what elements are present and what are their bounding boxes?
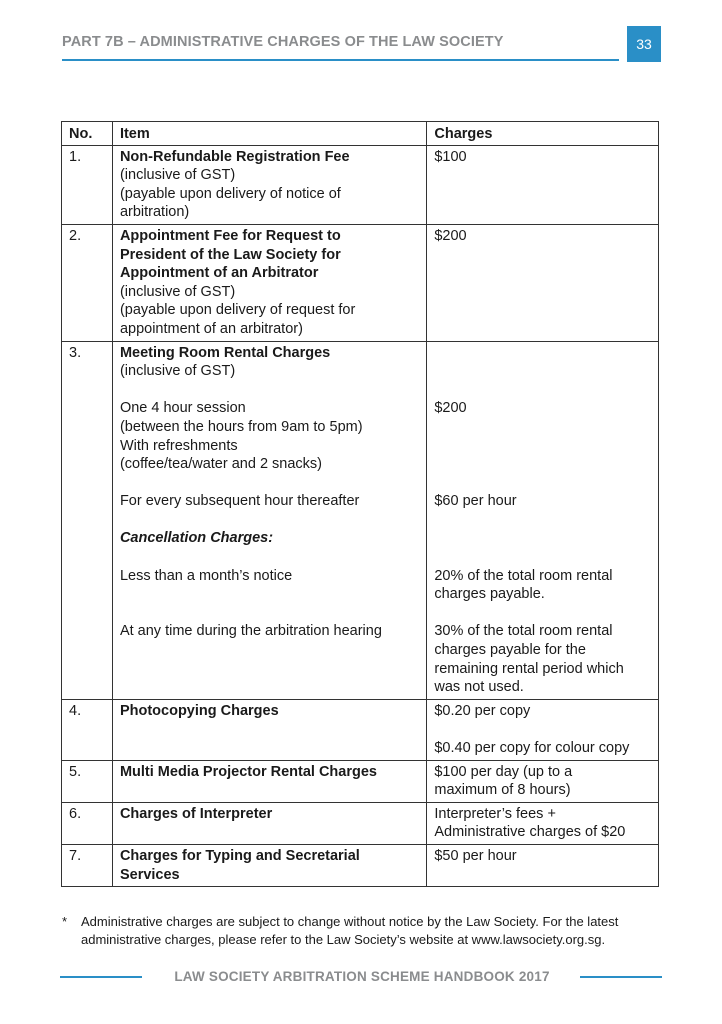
item-title: Charges for Typing and Secretarial	[119, 847, 360, 864]
session-detail: (coffee/tea/water and 2 snacks)	[119, 456, 322, 473]
charge-cell: $50 per hour	[427, 844, 659, 886]
item-cell	[112, 699, 426, 760]
footer-divider-left	[60, 976, 142, 978]
charge-cell	[427, 341, 659, 699]
item-title: Appointment of an Arbitrator	[119, 265, 319, 282]
row-number: 1.	[62, 145, 113, 224]
page-number-badge: 33	[627, 26, 661, 62]
item-cell	[112, 844, 426, 886]
item-title: Non-Refundable Registration Fee	[119, 148, 350, 165]
table-row	[62, 224, 659, 341]
item-cell	[112, 341, 426, 699]
item-cell	[112, 760, 426, 802]
footnote	[62, 913, 662, 949]
item-detail: arbitration)	[119, 204, 190, 221]
page-header-title: PART 7B – ADMINISTRATIVE CHARGES OF THE LAW SOCIETY	[62, 34, 504, 50]
cancellation-detail: Less than a month’s notice	[119, 567, 293, 584]
footnote-marker: *	[62, 914, 68, 929]
charge-line: $0.20 per copy	[434, 702, 531, 719]
table-row	[62, 699, 659, 760]
charge-line: $0.40 per copy for colour copy	[434, 740, 630, 756]
row-number: 7.	[62, 844, 113, 886]
header-divider	[62, 59, 619, 61]
session-detail: (between the hours from 9am to 5pm)	[119, 418, 363, 435]
footer-divider-right	[580, 976, 662, 978]
charges-table	[61, 121, 659, 887]
item-cell	[112, 802, 426, 844]
table-header-row	[62, 122, 659, 146]
footnote-text: Administrative charges are subject to change without notice by the Law Society. For the latest	[81, 914, 619, 929]
subsequent-hour-charge: $60 per hour	[434, 493, 517, 510]
item-detail: (inclusive of GST)	[119, 167, 236, 184]
table-row	[62, 844, 659, 886]
row-number: 6.	[62, 802, 113, 844]
cancellation-heading: Cancellation Charges:	[119, 530, 274, 547]
subsequent-hour-detail: For every subsequent hour thereafter	[119, 493, 360, 510]
item-title: Services	[119, 866, 180, 883]
column-header-item: Item	[112, 122, 426, 146]
column-header-no: No.	[62, 122, 113, 146]
table-row	[62, 760, 659, 802]
session-detail: One 4 hour session	[119, 400, 246, 417]
item-title: Multi Media Projector Rental Charges	[119, 763, 377, 780]
cancellation-charge: charges payable for the	[434, 642, 586, 659]
cancellation-charge: 20% of the total room rental	[434, 567, 613, 584]
row-number: 5.	[62, 760, 113, 802]
table-row	[62, 145, 659, 224]
charge-line: maximum of 8 hours)	[434, 782, 571, 799]
row-number: 2.	[62, 224, 113, 341]
cancellation-charge: 30% of the total room rental	[434, 623, 613, 640]
item-title: President of the Law Society for	[119, 246, 341, 263]
item-title: Appointment Fee for Request to	[119, 227, 341, 244]
footer-title: LAW SOCIETY ARBITRATION SCHEME HANDBOOK 2017	[174, 969, 550, 984]
charge-cell: $200	[427, 224, 659, 341]
item-detail: (inclusive of GST)	[119, 363, 236, 380]
column-header-charges: Charges	[427, 122, 659, 146]
footnote-text: administrative charges, please refer to the Law Society’s website at www.lawsociety.org.sg.	[81, 932, 606, 947]
item-detail: (inclusive of GST)	[119, 283, 236, 300]
row-number: 4.	[62, 699, 113, 760]
table-row	[62, 802, 659, 844]
charge-line: $100 per day (up to a	[434, 763, 573, 780]
session-charge: $200	[434, 400, 467, 417]
item-cell	[112, 224, 426, 341]
item-detail: (payable upon delivery of request for	[119, 302, 356, 319]
charge-cell	[427, 760, 659, 802]
cancellation-charge: charges payable.	[434, 586, 545, 603]
charge-cell	[427, 699, 659, 760]
item-detail: (payable upon delivery of notice of	[119, 185, 341, 202]
charge-cell	[427, 802, 659, 844]
item-title: Photocopying Charges	[119, 702, 279, 719]
charge-line: Administrative charges of $20	[434, 824, 626, 841]
cancellation-charge: was not used.	[434, 679, 524, 696]
row-number: 3.	[62, 341, 113, 699]
table-row	[62, 341, 659, 699]
item-title: Charges of Interpreter	[119, 805, 273, 822]
item-detail: appointment of an arbitrator)	[119, 320, 303, 337]
item-cell	[112, 145, 426, 224]
item-title: Meeting Room Rental Charges	[119, 344, 331, 361]
session-detail: With refreshments	[119, 437, 238, 454]
cancellation-detail: At any time during the arbitration hearing	[119, 623, 382, 640]
charge-cell: $100	[427, 145, 659, 224]
cancellation-charge: remaining rental period which	[434, 660, 624, 677]
charge-line: Interpreter’s fees +	[434, 805, 556, 822]
